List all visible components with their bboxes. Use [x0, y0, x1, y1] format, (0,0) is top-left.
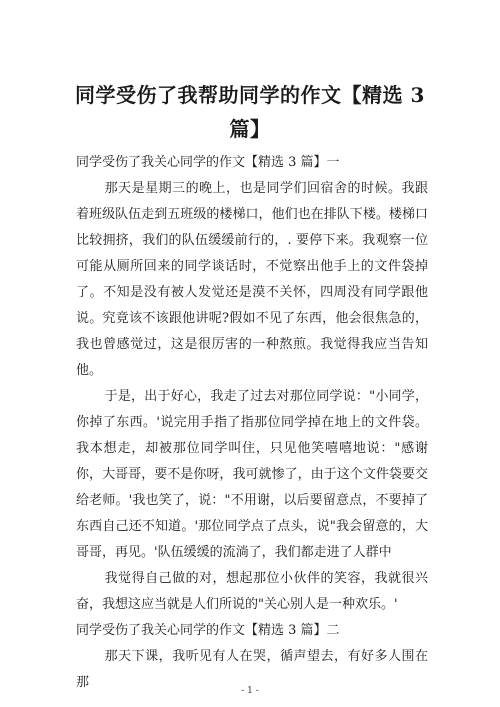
- document-title: 同学受伤了我帮助同学的作文【精选 3 篇】: [75, 83, 425, 141]
- section-heading: 同学受伤了我关心同学的作文【精选 3 篇】二: [76, 623, 340, 638]
- body-paragraph: 于是，出于好心，我走了过去对那位同学说："小同学，你掉了东西。'说完用手指了指那位同学掉在地上的文件袋。我本想走，却被那位同学叫住，只见他笑嘻嘻地说："感谢你，大哥哥，要不是你呀，我可就惨了，由于这个文件袋要交给老师。'我也笑了，说："不用谢，以后要留意点，不要掉了东西自己还不知道。'那位同学点了点头，说"我会留意的，大哥哥，再见。'队伍缓缓的流淌了，我们都走进了人群中: [76, 389, 428, 560]
- section-heading: 同学受伤了我关心同学的作文【精选 3 篇】一: [76, 155, 340, 170]
- document-body: [76, 150, 428, 696]
- body-paragraph: 我觉得自己做的对，想起那位小伙伴的笑容，我就很兴奋，我想这应当就是人们所说的"关心别人是一种欢乐。': [76, 571, 428, 612]
- body-paragraph: 那天是星期三的晚上，也是同学们回宿舍的时候。我跟着班级队伍走到五班级的楼梯口，他们也在排队下楼。楼梯口比较拥挤，我们的队伍缓缓前行的，. 要停下来。我观察一位可能从厕所回来的同学谈话时，不觉察出他手上的文件袋掉了。不知是没有被人发觉还是漠不关怀，四周没有同学跟他说。究竟该不该跟他讲呢?假如不见了东西，他会很焦急的，我也曾感觉过，这是很厉害的一种熬煎。我觉得我应当告知他。: [76, 181, 428, 378]
- page-number: - 1 -: [241, 686, 259, 696]
- body-paragraph: 那天下课，我听见有人在哭，循声望去，有好多人围在那: [76, 649, 428, 690]
